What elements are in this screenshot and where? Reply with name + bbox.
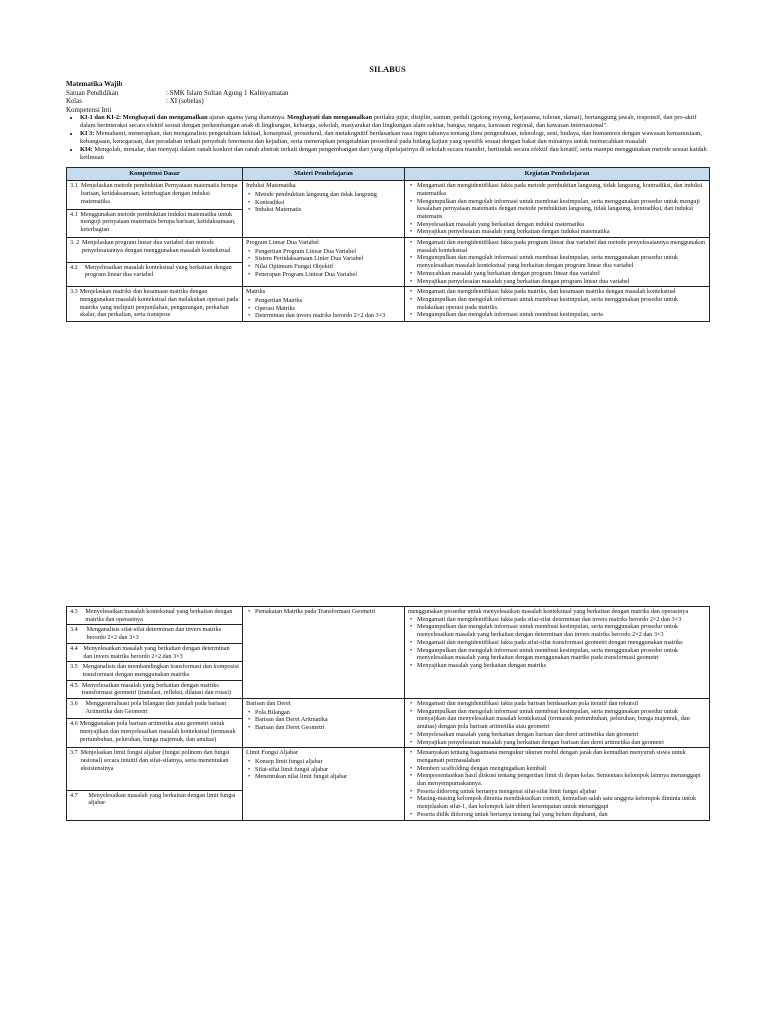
kegiatan-item: • Mempresentasikan hasil diskusi tentang pengertian limit di depan kelas. Sementara kelompok lainnya menanggapi dan menyempurnakannya. <box>417 772 706 787</box>
kegiatan-item: • Peserta didorong untuk bertanya mengenai sifat-sifat limit fungsi aljabar <box>417 788 706 796</box>
kd-number: 4.5 <box>70 681 78 689</box>
ki-lead: KI4: <box>80 145 93 153</box>
kegiatan-cell <box>405 748 710 820</box>
ki-lead: KI 3: <box>80 129 95 137</box>
kd-number: 3.6 <box>70 700 78 708</box>
info-value: : SMK Islam Sultan Agung 1 Kalinyamatan <box>166 88 289 97</box>
table-row <box>67 181 710 209</box>
header-materi: Materi Pembelajaran <box>243 168 405 181</box>
kd-cell <box>67 262 243 287</box>
ki-lead-2: Menghayati dan mengamalkan <box>287 114 373 121</box>
kd-text: Menyelesaikan masalah yang berkaitan dengan limit fungsi aljabar <box>88 791 236 807</box>
kegiatan-item: • Memberi scaffolding dengan mengingatkan kembali <box>417 765 706 773</box>
kegiatan-cell <box>405 607 710 699</box>
materi-cell <box>243 238 405 287</box>
kd-cell <box>67 662 243 680</box>
materi-item: • Pola Bilangan <box>255 709 401 717</box>
kd-number: 3.7 <box>70 749 78 757</box>
kegiatan-list <box>408 700 706 746</box>
kd-cell <box>67 748 243 790</box>
kegiatan-item: • Peserta didik didorong untuk bertanya tentang hal yang belum dipahami, dan <box>417 811 706 819</box>
kd-text: Menggunakan pola barisan aritmetika atau geometri untuk menyajikan dan menyelesaikan masalah kontekstual (termasuk pertumbuhan, peluruhan, bunga majemuk, dan anuitas) <box>79 720 236 743</box>
kd-text: Menggunakan metode pembuktian induksi matematika untuk menguji pernyataan matematis berupa barisan, ketidaksamaan, keterbagian <box>80 210 236 233</box>
kd-cell <box>67 643 243 661</box>
kd-text: Menyelesaikan masalah kontekstual yang berkaitan dengan matriks dan operasinya <box>85 608 233 623</box>
kd-cell <box>67 181 243 209</box>
header-kompetensi-dasar: Kompetensi Dasar <box>67 168 243 181</box>
ki-lead: KI-1 dan KI-2: Menghayati dan mengamalkan <box>80 114 208 121</box>
kegiatan-list <box>408 749 706 818</box>
document-title: SILABUS <box>369 64 406 74</box>
kd-text: Menyelesaikan masalah yang berkaitan dengan matriks transformasi geometri (translasi, refleksi, dilatasi dan rotasi) <box>81 681 231 697</box>
syllabus-table-2 <box>66 606 710 821</box>
materi-item: • Pengertian Program Linear Dua Variabel <box>255 248 401 256</box>
kegiatan-list <box>408 288 706 319</box>
kegiatan-list <box>408 239 706 285</box>
kegiatan-item: • Menyelesaikan masalah yang berkaitan dengan barisan dan deret aritmetika dan geometri <box>417 731 706 739</box>
materi-item: • Metode pembuktian langsung dan tidak langsung <box>255 191 401 199</box>
kompetensi-inti-list <box>66 114 709 161</box>
materi-title: Matriks <box>246 288 266 296</box>
materi-title: Limit Fungsi Aljabar <box>246 749 298 757</box>
materi-item: • Operasi Matriks <box>255 305 401 313</box>
kd-cell <box>67 607 243 625</box>
info-label: Satuan Pendidikan <box>66 88 119 97</box>
kd-number: 4.4 <box>70 644 78 652</box>
header-kegiatan: Kegiatan Pembelajaran <box>405 168 710 181</box>
ki-item <box>80 146 709 162</box>
materi-list <box>246 191 401 214</box>
materi-item: • Pemakaian Matriks pada Transformasi Geometri <box>255 608 401 616</box>
materi-title: Induksi Matematika <box>246 182 296 190</box>
kegiatan-item: • Mengamati dan mengidentifikasi fakta pada program linear dua variabel dan metode penyelesaiannya menggunakan masalah kontekstual <box>417 239 706 254</box>
kegiatan-cell <box>405 181 710 238</box>
kegiatan-item: • Memecahkan masalah yang berkaitan dengan program linear dua variabel <box>417 270 706 278</box>
info-value: : XI (sebelas) <box>166 97 204 105</box>
table-row <box>67 238 710 263</box>
kd-number: 3.5 <box>70 663 78 671</box>
ki-text: ajaran agama yang dianutnya. <box>207 114 288 121</box>
materi-list <box>246 297 401 320</box>
kegiatan-item: • Mengamati dan mengidentifikasi fakta pada matriks, dan kesamaan matriks dengan masalah kontekstual <box>417 288 706 296</box>
kegiatan-item: • Mengumpulkan dan mengolah informasi untuk membuat kesimpulan, serta menggunakan prosedur untuk melakukan operasi pada matriks. <box>417 296 706 311</box>
kd-cell <box>67 699 243 719</box>
materi-list <box>246 608 401 616</box>
kd-cell <box>67 719 243 748</box>
kegiatan-item: • Mengamati dan mengidentifikasi fakta pada metode pembuktian langsung, tidak langsung, kontradiksi, dan induksi matematika <box>417 182 706 197</box>
kegiatan-item: • Mengumpulkan dan mengolah informasi untuk membuat kesimpulan, serta menggunakan prosedur untuk menyelesaikan masalah yang berkaitan dengan determinan dan invers matriks berordo 2×2 dan 3×3 <box>417 623 706 638</box>
kegiatan-item: • Mengamati dan mengidentifikasi fakta pada barisan berdasarkan pola iteratif dan rekursif <box>417 700 706 708</box>
kd-cell <box>67 680 243 698</box>
kd-number: 4.7 <box>70 791 78 799</box>
kd-cell <box>67 625 243 643</box>
table-row <box>67 748 710 790</box>
kd-cell <box>67 209 243 237</box>
kd-number: 4.1 <box>70 210 78 218</box>
materi-cell <box>243 699 405 748</box>
kegiatan-item: • Menyajikan masalah yang berkaitan dengan matriks <box>417 662 706 670</box>
kd-number: 3.1 <box>70 182 78 190</box>
materi-list <box>246 709 401 732</box>
materi-item: • Determinan dan invers matriks berordo 2×2 dan 3×3 <box>255 312 401 320</box>
kd-text: Menjelaskan limit fungsi aljabar (fungsi polinom dan fungsi rasional) secara intuitif dan sifat-sifatnya, serta menentukan eksistensinya <box>80 749 230 772</box>
kegiatan-item: • Masing-masing kelompok diminta mendiskusikan contoh, kemudian salah satu anggota kelompok diminta untuk menjelaskan sifat-1, dan kelompok lain diberi kesempatan untuk menanggapi <box>417 795 706 810</box>
ki-text: Mengolah, menalar, dan menyaji dalam ranah konkret dan ranah abstrak terkait dengan pengembangan dari yang dipelajarinya di sekolah secara mandiri, bertindak secara efektif dan kreatif, serta mampu menggunakan metode sesuai kaidah keilmuan <box>80 145 707 161</box>
materi-title: Program Linear Dua Variabel <box>246 239 319 247</box>
kegiatan-item: • Menyajikan penyelesaian masalah yang berkaitan dengan program linear dua variabel <box>417 278 706 286</box>
kd-text: Menjelaskan matriks dan kesamaan matriks dengan menggunakan masalah kontekstual dan melakukan operasi pada matriks yang meliputi penjumlahan, pengurangan, perkalian skalar, dan perkalian, serta transpose <box>79 288 239 319</box>
materi-cell <box>243 748 405 820</box>
materi-item: • Penerapan Program Liniear Dua Variabel <box>255 271 401 279</box>
subject-name: Matematika Wajib <box>66 80 123 88</box>
table-row <box>67 607 710 625</box>
materi-item: • Kontradiksi <box>255 199 401 207</box>
kegiatan-item: • Menyajikan penyelesaian masalah yang berkaitan dengan barisan dan deret aritmetika dan geometri <box>417 739 706 747</box>
ki-item <box>80 130 709 146</box>
materi-item: • Barisan dan Deret Geometri <box>255 724 401 732</box>
identity-block <box>66 89 709 106</box>
kegiatan-item: • Menyelesaikan masalah yang berkaitan dengan induksi matematika <box>417 221 706 229</box>
ki-text-2: perilaku jujur, disiplin, santun, peduli (gotong royong, kerjasama, toleran, damai), bertanggung jawab, responsif, dan pro-aktif dalam berinteraksi secara efektif sesuai dengan perkembangan anak di lingkungan, keluarga, sekolah, masyarakat dan lingkungan alam sekitar, bangsa, negara, kawasan regional, dan kawasan internasional". <box>80 114 697 129</box>
kegiatan-cell <box>405 699 710 748</box>
kegiatan-item: • Mengumpulkan dan mengolah informasi untuk membuat kesimpulan, serta menggunakan prosedur untuk menyelesaikan masalah kontekstual yang berkaitan dengan program linear dua variabel <box>417 254 706 269</box>
materi-item: • Nilai Optimum Fungsi Objektif <box>255 263 401 271</box>
syllabus-table-1 <box>66 167 710 322</box>
kegiatan-item: • Mengamati dan mengidentifikasi fakta pada sifat-sifat determinan dan invers matriks berordo 2×2 dan 3×3 <box>417 616 706 624</box>
materi-item: • Sistem Pertidaksamaan Linier Dua Variabel <box>255 255 401 263</box>
kegiatan-item: • Mengumpulkan dan mengolah informasi untuk membuat kesimpulan, serta <box>417 311 706 319</box>
kd-text: Menyelesaikan masalah yang berkaitan dengan determinan dan invers matriks berordo 2×2 dan 3×3 <box>83 644 230 660</box>
kd-number: 4.2 <box>70 263 78 271</box>
materi-cell <box>243 607 405 699</box>
kegiatan-item: • Menanyakan tentang bagaimana mengukur ukuran mobil dengan jarak dan kemudian menyuruh siswa untuk mengamati permasalahan <box>417 749 706 764</box>
materi-item: • Barisan dan Deret Aritmatika <box>255 716 401 724</box>
materi-list <box>246 248 401 279</box>
kegiatan-item: • Mengamati dan mengidentifikasi fakta pada sifat-sifat transformasi geometri dengan menggunakan matriks <box>417 639 706 647</box>
kegiatan-item: • Mengumpulkan dan mengolah informasi untuk membuat kesimpulan, serta menggunakan prosedur untuk menyajikan dan menyelesaikan masalah kontekstual (termasuk pertumbuhan, peluruhan, bunga majemuk, dan anuitas) dengan pola barisan aritmetika atau geometri <box>417 708 706 731</box>
page-one <box>66 64 709 322</box>
kd-number: 4.6 <box>70 720 78 728</box>
kegiatan-cell <box>405 287 710 322</box>
ki-text: Memahami, menerapkan, dan menganalisis pengetahuan faktual, konseptual, prosedural, dan metakognitif berdasarkan rasa ingin tahunya tentang ilmu pengetahuan, teknologi, seni, budaya, dan humaniora dengan wawasan kemanusiaan, kebangsaan, kenegaraan, dan peradaban terkait penyebab fenomena dan kejadian, serta menerapkan pengetahuan prosedural pada bidang kajian yang spesifik sesuai dengan bakat dan minatnya untuk memecahkan masalah <box>80 129 702 145</box>
kd-number: 3.3 <box>70 288 78 296</box>
kompetensi-inti-label: Kompetensi Inti <box>66 105 112 114</box>
kd-cell <box>67 790 243 820</box>
kd-text: Menjelaskan program linear dua variabel dan metode penyelesaiannya dengan menggunakan masalah kontekstual <box>82 239 231 254</box>
kegiatan-item: • Menyajikan penyelesaian masalah yang berkaitan dengan induksi matematika <box>417 228 706 236</box>
kd-text: Menggeneralisasi pola bilangan dan jumlah pada barisan Aritmetika dan Geometri <box>85 700 227 715</box>
kegiatan-continuation: menggunakan prosedur untuk menyelesaikan masalah kontekstual yang berkaitan dengan matriks dan operasinya <box>408 608 689 615</box>
kd-text: Menganalisis sifat-sifat determinan dan invers matriks berordo 2×2 dan 3×3 <box>86 626 222 642</box>
table-row <box>67 699 710 719</box>
kd-number: 4.3 <box>70 608 78 615</box>
page-two <box>66 606 710 821</box>
table-header-row <box>67 168 710 181</box>
materi-item: • Pengertian Matriks <box>255 297 401 305</box>
info-label: Kelas <box>66 97 82 105</box>
table-row <box>67 287 710 322</box>
kegiatan-list <box>408 616 706 670</box>
kegiatan-cell <box>405 238 710 287</box>
info-row <box>66 97 709 106</box>
kegiatan-item: • Mengumpulkan dan mengolah informasi untuk membuat kesimpulan, serta menggunakan prosedur untuk menyelesaikan masalah yang berkaitan dengan menggunakan matriks pada transformasi geometri <box>417 647 706 662</box>
kd-cell <box>67 238 243 263</box>
kd-number: 3. 2 <box>70 239 80 247</box>
materi-item: • Sifat-sifat limit fungsi aljabar <box>255 766 401 774</box>
kd-text: Menjelaskan metode pembuktian Pernyataan matematis berupa barisan, ketidaksamaan, keterbagian dengan induksi matematika <box>80 182 238 205</box>
materi-title: Barisan dan Deret <box>246 700 291 708</box>
materi-item: • Menentukan nilai limit fungsi aljabar <box>255 773 401 781</box>
info-row <box>66 89 709 98</box>
kd-cell <box>67 287 243 322</box>
kegiatan-item: • Mengumpulkan dan mengolah informasi untuk membuat kesimpulan, serta menggunakan prosedur untuk menguji kesalahan pernyataan matematis dengan metode pembuktian langsung, tidak langsung, kontradiksi, dan induksi matematis <box>417 198 706 221</box>
kegiatan-list <box>408 182 706 236</box>
ki-item <box>80 114 709 130</box>
kd-text: Menyelesaikan masalah kontekstual yang berkaitan dengan program linear dua variabel <box>84 263 232 279</box>
kd-number: 3.4 <box>70 626 78 634</box>
materi-list <box>246 758 401 781</box>
materi-item: • Induksi Matematis <box>255 206 401 214</box>
materi-cell <box>243 181 405 238</box>
kd-text: Menganalisis dan membandingkan transformasi dan komposisi transformasi dengan menggunakan matriks <box>82 663 239 678</box>
materi-cell <box>243 287 405 322</box>
materi-item: • Konsep limit fungsi aljabar <box>255 758 401 766</box>
